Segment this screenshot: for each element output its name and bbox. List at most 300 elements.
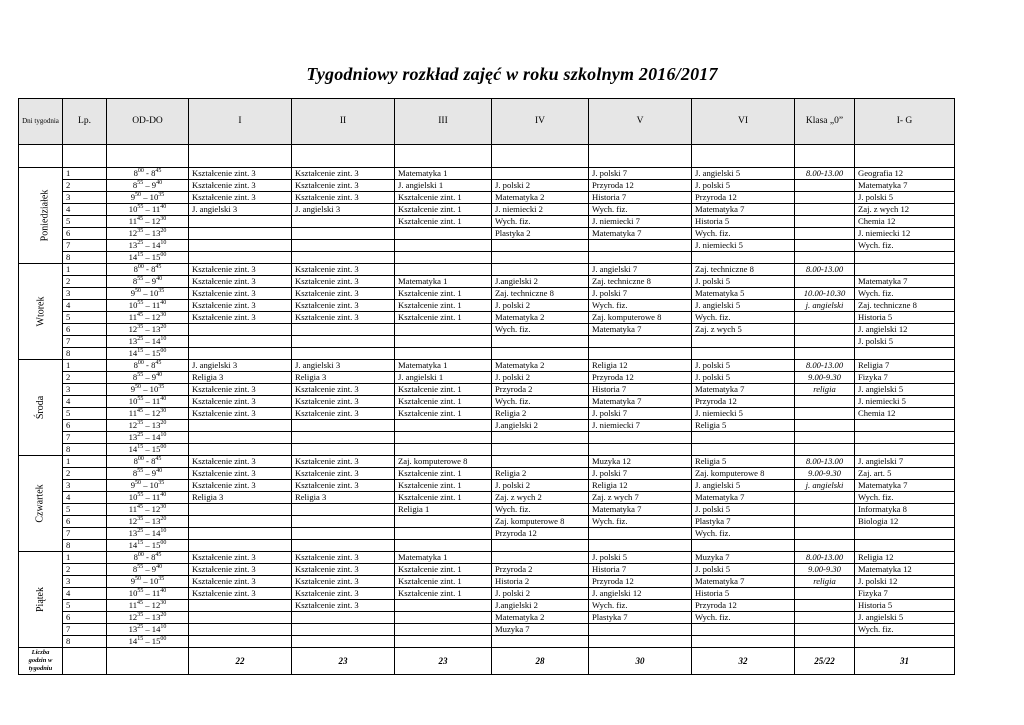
time-end-min: 30 [160,408,167,415]
lesson-row [19,276,955,288]
time-start-hour: 9 [130,192,136,202]
lesson-cell-class-v: Matematyka 7 [589,504,692,516]
lesson-cell-class-vi: J. polski 5 [692,564,795,576]
lesson-cell-class-vi [692,348,795,360]
time-start-min: 45 [137,504,144,511]
lesson-time [107,288,189,300]
lesson-cell-class-0: 9.00-9.30 [795,372,855,384]
lesson-cell-class-ii: Kształcenie zint. 3 [292,468,395,480]
header-class-v: V [589,99,692,145]
lesson-cell-class-i: Kształcenie zint. 3 [189,384,292,396]
lesson-cell-class-iv: Religia 2 [492,468,589,480]
time-end-hour: 14 [151,336,161,346]
lesson-time [107,348,189,360]
lesson-cell-class-i: Kształcenie zint. 3 [189,264,292,276]
lesson-cell-class-iv: Matematyka 2 [492,360,589,372]
lesson-number: 6 [63,420,107,432]
time-end-hour: 13 [151,612,161,622]
time-sep: – [143,180,152,190]
time-sep: – [143,444,152,454]
time-end-min: 10 [160,432,167,439]
lesson-time [107,300,189,312]
lesson-cell-class-i [189,504,292,516]
lesson-cell-class-iii: Kształcenie zint. 1 [395,480,492,492]
time-start-hour: 9 [130,576,136,586]
time-end-min: 20 [160,612,167,619]
lesson-time [107,276,189,288]
lesson-cell-class-iv: J. polski 2 [492,588,589,600]
time-end-min: 35 [158,480,165,487]
total-class-0: 25/22 [795,648,855,675]
time-end-hour: 12 [151,504,161,514]
lesson-cell-class-v: Zaj. techniczne 8 [589,276,692,288]
time-sep: – [143,540,152,550]
lesson-cell-class-ii [292,252,395,264]
lesson-row [19,576,955,588]
lesson-cell-class-vi: Matematyka 7 [692,384,795,396]
totals-label: Liczba godzin w tygodniu [19,648,63,675]
header-lp: Lp. [63,99,107,145]
lesson-number: 2 [63,372,107,384]
lesson-cell-class-0 [795,348,855,360]
lesson-cell-class-vi [692,636,795,648]
time-sep: - [143,264,152,274]
lesson-cell-class-ii: Kształcenie zint. 3 [292,588,395,600]
time-end-min: 45 [155,360,162,367]
lesson-cell-class-0: 8.00-13.00 [795,168,855,180]
lesson-time [107,384,189,396]
time-end-min: 45 [155,264,162,271]
lesson-cell-class-i: J. angielski 3 [189,204,292,216]
time-end-min: 30 [160,600,167,607]
lesson-cell-class-ig: Biologia 12 [855,516,955,528]
lesson-cell-class-0 [795,324,855,336]
lesson-row [19,300,955,312]
lesson-cell-class-iii [395,624,492,636]
lesson-row [19,216,955,228]
lesson-number: 5 [63,504,107,516]
lesson-number: 8 [63,252,107,264]
lesson-row [19,192,955,204]
time-start-min: 00 [137,264,144,271]
time-start-min: 25 [137,240,144,247]
header-class-iv: IV [492,99,589,145]
time-end-hour: 11 [151,492,161,502]
total-class-ii: 23 [292,648,395,675]
lesson-cell-class-0 [795,276,855,288]
time-start-min: 25 [137,432,144,439]
lesson-number: 3 [63,384,107,396]
time-start-min: 15 [137,444,144,451]
time-start-hour: 10 [128,204,138,214]
lesson-cell-class-i: Kształcenie zint. 3 [189,276,292,288]
lesson-row [19,180,955,192]
lesson-cell-class-ig [855,348,955,360]
time-start-hour: 8 [133,552,138,562]
lesson-cell-class-iii [395,516,492,528]
lesson-row [19,516,955,528]
time-start-hour: 11 [128,216,138,226]
lesson-cell-class-ii: J. angielski 3 [292,204,395,216]
lesson-cell-class-i: Kształcenie zint. 3 [189,180,292,192]
lesson-cell-class-ig: J. angielski 12 [855,324,955,336]
lesson-cell-class-0 [795,636,855,648]
lesson-cell-class-vi: Matematyka 7 [692,492,795,504]
page-title: Tygodniowy rozkład zajęć w roku szkolnym 2016/2017 [306,64,718,84]
time-end-hour: 14 [151,528,161,538]
time-end-min: 45 [155,552,162,559]
lesson-row [19,492,955,504]
lesson-cell-class-ii: Kształcenie zint. 3 [292,180,395,192]
lesson-cell-class-iii: Kształcenie zint. 1 [395,192,492,204]
total-class-iv: 28 [492,648,589,675]
time-end-min: 10 [160,624,167,631]
time-start-min: 15 [137,252,144,259]
time-sep: – [143,600,152,610]
lesson-number: 6 [63,516,107,528]
lesson-cell-class-v: J. polski 7 [589,408,692,420]
lesson-cell-class-iv [492,264,589,276]
lesson-cell-class-0: 9.00-9.30 [795,564,855,576]
lesson-number: 7 [63,432,107,444]
time-sep: – [143,564,152,574]
time-end-hour: 14 [151,624,161,634]
time-start-min: 50 [135,288,142,295]
lesson-cell-class-v [589,252,692,264]
time-end-hour: 8 [151,168,156,178]
time-end-min: 20 [160,324,167,331]
lesson-cell-class-vi: Wych. fiz. [692,528,795,540]
time-start-min: 55 [137,492,144,499]
lesson-cell-class-i [189,432,292,444]
lesson-cell-class-iii: Matematyka 1 [395,168,492,180]
lesson-time [107,552,189,564]
lesson-cell-class-ig: Chemia 12 [855,408,955,420]
lesson-cell-class-0 [795,492,855,504]
lesson-cell-class-v [589,432,692,444]
time-end-min: 10 [160,336,167,343]
lesson-cell-class-ig: Chemia 12 [855,216,955,228]
time-end-hour: 15 [151,252,161,262]
time-start-hour: 12 [128,612,138,622]
time-end-min: 40 [160,588,167,595]
lesson-cell-class-v: Zaj. komputerowe 8 [589,312,692,324]
time-end-min: 35 [158,384,165,391]
lesson-cell-class-vi: Muzyka 7 [692,552,795,564]
time-sep: – [143,408,152,418]
lesson-number: 8 [63,348,107,360]
time-end-min: 40 [160,492,167,499]
lesson-cell-class-iv: Religia 2 [492,408,589,420]
time-end-min: 35 [158,192,165,199]
lesson-cell-class-0 [795,180,855,192]
time-sep: – [143,636,152,646]
time-start-min: 50 [135,384,142,391]
lesson-row [19,552,955,564]
time-sep: - [143,168,152,178]
time-end-min: 00 [160,252,167,259]
lesson-cell-class-i [189,612,292,624]
time-start-hour: 8 [133,360,138,370]
time-end-min: 00 [160,444,167,451]
lesson-cell-class-iv: J.angielski 2 [492,276,589,288]
lesson-cell-class-ii [292,240,395,252]
lesson-time [107,564,189,576]
lesson-cell-class-i: Kształcenie zint. 3 [189,576,292,588]
lesson-cell-class-iv: Matematyka 2 [492,312,589,324]
time-sep: – [143,516,152,526]
time-sep: – [143,216,152,226]
time-start-min: 55 [137,564,144,571]
lesson-cell-class-iii: J. angielski 1 [395,180,492,192]
header-class-iii: III [395,99,492,145]
lesson-cell-class-ii [292,528,395,540]
lesson-cell-class-ig: J. niemiecki 5 [855,396,955,408]
lesson-cell-class-iii: Matematyka 1 [395,360,492,372]
time-sep: – [143,504,152,514]
lesson-cell-class-iv: J. niemiecki 2 [492,204,589,216]
lesson-cell-class-0 [795,204,855,216]
lesson-number: 1 [63,264,107,276]
time-sep: – [141,576,150,586]
time-sep: – [143,336,152,346]
time-start-hour: 8 [132,372,138,382]
lesson-cell-class-vi [692,540,795,552]
lesson-cell-class-ii: Religia 3 [292,372,395,384]
time-end-min: 40 [156,468,163,475]
lesson-cell-class-vi [692,444,795,456]
lesson-cell-class-vi: J. polski 5 [692,276,795,288]
lesson-row [19,384,955,396]
lesson-time [107,204,189,216]
time-start-min: 50 [135,192,142,199]
lesson-row [19,372,955,384]
lesson-cell-class-v: J. polski 7 [589,288,692,300]
lesson-cell-class-v: Historia 7 [589,192,692,204]
lesson-cell-class-0 [795,408,855,420]
lesson-cell-class-ig: Religia 7 [855,360,955,372]
lesson-time [107,540,189,552]
lesson-number: 3 [63,192,107,204]
time-end-min: 40 [160,204,167,211]
lesson-cell-class-ig [855,252,955,264]
lesson-time [107,372,189,384]
lesson-row [19,504,955,516]
lesson-cell-class-iv: J. polski 2 [492,480,589,492]
time-start-min: 45 [137,408,144,415]
lesson-number: 5 [63,600,107,612]
day-label-cell [19,264,63,360]
time-start-hour: 12 [128,420,138,430]
lesson-cell-class-ii: Kształcenie zint. 3 [292,576,395,588]
lesson-number: 5 [63,216,107,228]
lesson-cell-class-i: Kształcenie zint. 3 [189,468,292,480]
lesson-row [19,444,955,456]
time-end-min: 30 [160,504,167,511]
time-start-hour: 8 [133,456,138,466]
lesson-cell-class-v: J. polski 5 [589,552,692,564]
lesson-cell-class-iv: Plastyka 2 [492,228,589,240]
time-start-hour: 8 [132,468,138,478]
time-end-hour: 14 [151,432,161,442]
time-end-hour: 13 [151,516,161,526]
lesson-cell-class-vi [692,336,795,348]
time-start-hour: 8 [132,180,138,190]
time-start-hour: 8 [132,276,138,286]
lesson-number: 7 [63,240,107,252]
lesson-cell-class-iv: J. polski 2 [492,300,589,312]
lesson-cell-class-v: Przyroda 12 [589,372,692,384]
time-end-hour: 11 [151,204,161,214]
lesson-cell-class-ig: Wych. fiz. [855,240,955,252]
time-end-hour: 15 [151,540,161,550]
lesson-cell-class-vi: Religia 5 [692,456,795,468]
lesson-cell-class-ii [292,624,395,636]
lesson-cell-class-i: Kształcenie zint. 3 [189,168,292,180]
lesson-cell-class-0: j. angielski [795,300,855,312]
lesson-time [107,252,189,264]
time-start-min: 55 [137,276,144,283]
lesson-row [19,264,955,276]
lesson-cell-class-ii: Kształcenie zint. 3 [292,288,395,300]
header-class-ii: II [292,99,395,145]
lesson-cell-class-0 [795,528,855,540]
lesson-row [19,480,955,492]
lesson-row [19,564,955,576]
lesson-cell-class-v: Przyroda 12 [589,180,692,192]
lesson-cell-class-iv [492,168,589,180]
time-sep: – [143,372,152,382]
lesson-number: 2 [63,180,107,192]
time-start-min: 55 [137,468,144,475]
lesson-number: 6 [63,612,107,624]
day-label-cell [19,552,63,648]
lesson-cell-class-ii [292,612,395,624]
lesson-cell-class-i: Kształcenie zint. 3 [189,300,292,312]
lesson-row [19,456,955,468]
time-sep: – [143,228,152,238]
lesson-cell-class-iv [492,336,589,348]
lesson-cell-class-ii [292,516,395,528]
lesson-cell-class-i [189,636,292,648]
lesson-cell-class-ig [855,444,955,456]
lesson-cell-class-ii: Kształcenie zint. 3 [292,396,395,408]
time-sep: – [143,612,152,622]
lesson-row [19,408,955,420]
lesson-cell-class-v [589,624,692,636]
lesson-number: 7 [63,528,107,540]
lesson-cell-class-iii: J. angielski 1 [395,372,492,384]
lesson-cell-class-v: Matematyka 7 [589,324,692,336]
lesson-cell-class-0 [795,192,855,204]
time-start-min: 50 [135,576,142,583]
lesson-row [19,396,955,408]
lesson-cell-class-0 [795,588,855,600]
lesson-time [107,444,189,456]
day-label-cell [19,456,63,552]
lesson-time [107,600,189,612]
day-name: Piątek [35,587,46,612]
time-end-hour: 9 [151,180,157,190]
time-start-min: 15 [137,348,144,355]
lesson-cell-class-0 [795,516,855,528]
time-start-min: 45 [137,216,144,223]
lesson-cell-class-iii: Kształcenie zint. 1 [395,492,492,504]
lesson-cell-class-iii [395,336,492,348]
lesson-cell-class-iii [395,432,492,444]
lesson-cell-class-ig: Wych. fiz. [855,288,955,300]
lesson-cell-class-iv [492,444,589,456]
total-class-i: 22 [189,648,292,675]
lesson-cell-class-i [189,252,292,264]
time-sep: - [143,360,152,370]
lesson-number: 4 [63,300,107,312]
lesson-number: 8 [63,540,107,552]
lesson-cell-class-i: J. angielski 3 [189,360,292,372]
time-start-hour: 11 [128,504,138,514]
lesson-row [19,624,955,636]
time-start-hour: 13 [128,432,138,442]
lesson-cell-class-ii [292,324,395,336]
lesson-cell-class-iii: Religia 1 [395,504,492,516]
lesson-cell-class-iii: Kształcenie zint. 1 [395,408,492,420]
lesson-cell-class-vi: J. polski 5 [692,372,795,384]
lesson-cell-class-ig: J. angielski 5 [855,384,955,396]
lesson-cell-class-vi: Przyroda 12 [692,396,795,408]
lesson-cell-class-vi: Zaj. komputerowe 8 [692,468,795,480]
lesson-row [19,228,955,240]
time-end-min: 35 [158,288,165,295]
time-end-min: 40 [156,564,163,571]
lesson-time [107,324,189,336]
lesson-cell-class-ii: Kształcenie zint. 3 [292,408,395,420]
time-start-min: 15 [137,540,144,547]
lesson-number: 7 [63,624,107,636]
time-start-hour: 8 [132,564,138,574]
day-name: Wtorek [35,296,46,327]
lesson-time [107,492,189,504]
lesson-cell-class-i [189,216,292,228]
time-sep: – [143,312,152,322]
lesson-cell-class-i [189,624,292,636]
header-spacer-row [19,145,955,168]
day-name: Poniedziałek [39,189,51,242]
lesson-time [107,516,189,528]
lesson-cell-class-0: 8.00-13.00 [795,264,855,276]
time-end-min: 40 [156,276,163,283]
time-end-hour: 13 [151,324,161,334]
time-end-hour: 9 [151,372,157,382]
time-end-hour: 15 [151,348,161,358]
lesson-cell-class-vi: Plastyka 7 [692,516,795,528]
lesson-cell-class-vi [692,432,795,444]
lesson-cell-class-ii: Kształcenie zint. 3 [292,264,395,276]
lesson-cell-class-vi: Historia 5 [692,216,795,228]
lesson-cell-class-iv [492,432,589,444]
header-class-vi: VI [692,99,795,145]
time-end-min: 45 [155,456,162,463]
time-start-min: 00 [137,456,144,463]
lesson-cell-class-0 [795,504,855,516]
header-class-ig: I- G [855,99,955,145]
time-end-hour: 13 [151,228,161,238]
time-start-hour: 9 [130,480,136,490]
lesson-cell-class-v [589,636,692,648]
time-end-min: 40 [160,396,167,403]
lesson-cell-class-ii: Kształcenie zint. 3 [292,600,395,612]
lesson-time [107,360,189,372]
lesson-cell-class-v: Historia 7 [589,384,692,396]
